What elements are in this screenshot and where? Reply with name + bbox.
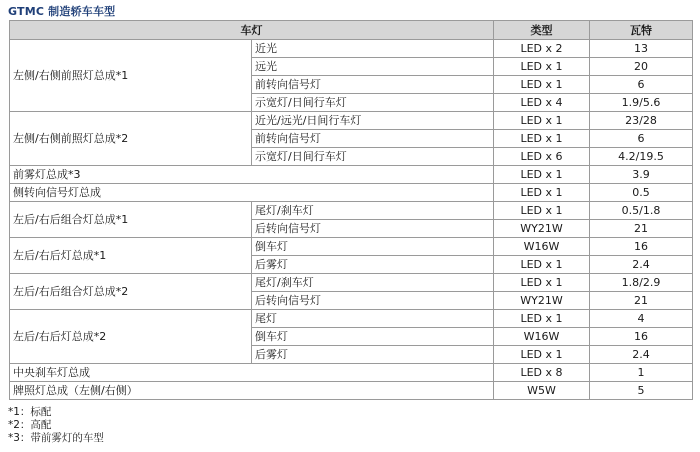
group-cell: 左后/右后灯总成*2 — [10, 310, 252, 364]
part-cell: 前转向信号灯 — [252, 76, 494, 94]
watt-cell: 5 — [590, 382, 693, 400]
watt-cell: 21 — [590, 220, 693, 238]
part-cell: 后雾灯 — [252, 256, 494, 274]
header-lamp: 车灯 — [10, 21, 494, 40]
watt-cell: 2.4 — [590, 346, 693, 364]
watt-cell: 1 — [590, 364, 693, 382]
table-row — [10, 184, 693, 202]
header-type: 类型 — [494, 21, 590, 40]
part-cell: 后转向信号灯 — [252, 292, 494, 310]
table-row — [10, 166, 693, 184]
group-cell: 左侧/右侧前照灯总成*1 — [10, 40, 252, 112]
watt-cell: 20 — [590, 58, 693, 76]
footnotes — [8, 406, 104, 445]
group-cell: 牌照灯总成（左侧/右侧） — [10, 382, 494, 400]
footnote: *3：带前雾灯的车型 — [8, 432, 104, 444]
table-row — [10, 40, 693, 58]
header-watt: 瓦特 — [590, 21, 693, 40]
table-row — [10, 274, 693, 292]
type-cell: LED x 1 — [494, 202, 590, 220]
watt-cell: 4.2/19.5 — [590, 148, 693, 166]
part-cell: 前转向信号灯 — [252, 130, 494, 148]
watt-cell: 4 — [590, 310, 693, 328]
watt-cell: 2.4 — [590, 256, 693, 274]
group-cell: 左后/右后灯总成*1 — [10, 238, 252, 274]
watt-cell: 16 — [590, 328, 693, 346]
part-cell: 近光 — [252, 40, 494, 58]
group-cell: 中央刹车灯总成 — [10, 364, 494, 382]
part-cell: 倒车灯 — [252, 238, 494, 256]
part-cell: 倒车灯 — [252, 328, 494, 346]
type-cell: LED x 1 — [494, 112, 590, 130]
type-cell: W16W — [494, 328, 590, 346]
group-cell: 侧转向信号灯总成 — [10, 184, 494, 202]
part-cell: 尾灯/刹车灯 — [252, 202, 494, 220]
type-cell: LED x 1 — [494, 184, 590, 202]
watt-cell: 0.5 — [590, 184, 693, 202]
type-cell: LED x 8 — [494, 364, 590, 382]
watt-cell: 1.9/5.6 — [590, 94, 693, 112]
part-cell: 尾灯/刹车灯 — [252, 274, 494, 292]
part-cell: 示宽灯/日间行车灯 — [252, 148, 494, 166]
type-cell: LED x 1 — [494, 310, 590, 328]
watt-cell: 3.9 — [590, 166, 693, 184]
part-cell: 示宽灯/日间行车灯 — [252, 94, 494, 112]
type-cell: LED x 1 — [494, 166, 590, 184]
table-row — [10, 364, 693, 382]
table-row — [10, 382, 693, 400]
watt-cell: 13 — [590, 40, 693, 58]
type-cell: LED x 1 — [494, 346, 590, 364]
part-cell: 后转向信号灯 — [252, 220, 494, 238]
type-cell: WY21W — [494, 220, 590, 238]
part-cell: 后雾灯 — [252, 346, 494, 364]
watt-cell: 1.8/2.9 — [590, 274, 693, 292]
part-cell: 远光 — [252, 58, 494, 76]
type-cell: LED x 6 — [494, 148, 590, 166]
type-cell: LED x 1 — [494, 256, 590, 274]
watt-cell: 16 — [590, 238, 693, 256]
type-cell: LED x 2 — [494, 40, 590, 58]
table-row — [10, 238, 693, 256]
type-cell: LED x 1 — [494, 274, 590, 292]
footnote: *1：标配 — [8, 406, 52, 418]
type-cell: LED x 1 — [494, 58, 590, 76]
bulb-spec-table — [9, 20, 693, 400]
watt-cell: 0.5/1.8 — [590, 202, 693, 220]
watt-cell: 23/28 — [590, 112, 693, 130]
page-title: GTMC 制造轿车车型 — [8, 5, 116, 18]
table-row — [10, 310, 693, 328]
watt-cell: 6 — [590, 130, 693, 148]
footnote: *2：高配 — [8, 419, 52, 431]
part-cell: 尾灯 — [252, 310, 494, 328]
type-cell: WY21W — [494, 292, 590, 310]
type-cell: W16W — [494, 238, 590, 256]
watt-cell: 6 — [590, 76, 693, 94]
type-cell: W5W — [494, 382, 590, 400]
table-header-row — [10, 21, 693, 40]
group-cell: 左侧/右侧前照灯总成*2 — [10, 112, 252, 166]
type-cell: LED x 4 — [494, 94, 590, 112]
group-cell: 前雾灯总成*3 — [10, 166, 494, 184]
part-cell: 近光/远光/日间行车灯 — [252, 112, 494, 130]
table-row — [10, 202, 693, 220]
type-cell: LED x 1 — [494, 130, 590, 148]
group-cell: 左后/右后组合灯总成*2 — [10, 274, 252, 310]
table-row — [10, 112, 693, 130]
watt-cell: 21 — [590, 292, 693, 310]
type-cell: LED x 1 — [494, 76, 590, 94]
group-cell: 左后/右后组合灯总成*1 — [10, 202, 252, 238]
